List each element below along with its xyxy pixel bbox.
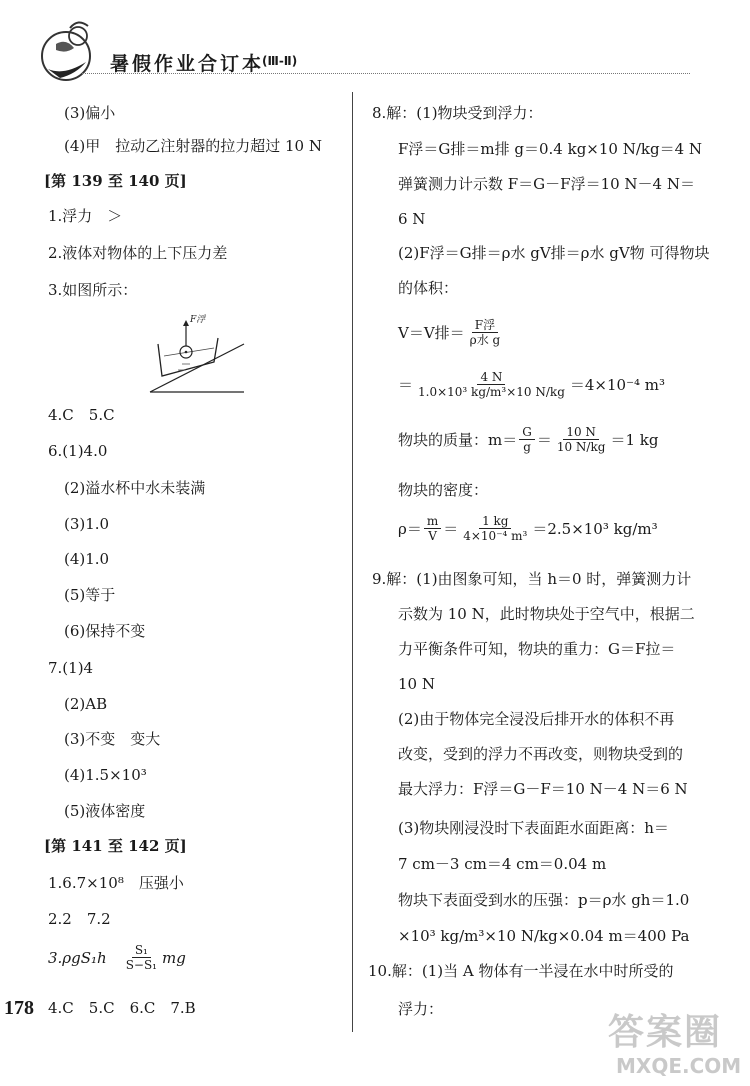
answer-r3-tail: mg <box>162 948 186 967</box>
volume-eq-1 <box>398 318 505 347</box>
answer-10-line2: 浮力： <box>398 1000 444 1018</box>
answer-r2: 2.2 7.2 <box>48 910 111 928</box>
volume-eq-2-fraction <box>415 370 568 399</box>
left-l2: (4)甲 拉动乙注射器的拉力超过 10 N <box>64 137 322 155</box>
answer-9-line10: 物块下表面受到水的压强：p＝ρ水 gh＝1.0 <box>398 891 690 909</box>
mass-eq-equals: ＝ <box>536 430 552 449</box>
answer-9-line8: (3)物块刚浸没时下表面距水面距离：h＝ <box>398 819 669 837</box>
section-heading-141: [第 141 至 142 页] <box>44 837 187 855</box>
density-eq-den-2: 4×10⁻⁴ m³ <box>463 529 528 543</box>
density-eq-frac-1 <box>424 514 441 543</box>
answer-7-3: (3)不变 变大 <box>64 730 161 748</box>
answer-r1: 1.6.7×10⁸ 压强小 <box>48 874 184 892</box>
answer-r3-num: S₁ <box>132 943 151 958</box>
answer-6-1: 6.(1)4.0 <box>48 442 108 460</box>
density-label: 物块的密度： <box>398 481 489 499</box>
header-volume: (Ⅲ-Ⅱ) <box>262 54 298 68</box>
density-eq-rhs: ＝2.5×10³ kg/m³ <box>532 519 658 538</box>
page-number: 178 <box>4 997 34 1019</box>
column-divider <box>352 92 353 1032</box>
watermark-url: MXQE.COM <box>616 1054 742 1078</box>
mass-eq-frac-1 <box>519 425 535 454</box>
density-eq <box>398 514 658 543</box>
answer-r3-den: S−S₁ <box>125 958 157 972</box>
answer-9-line9: 7 cm－3 cm＝4 cm＝0.04 m <box>398 855 607 873</box>
mass-eq-frac-2 <box>554 425 609 454</box>
answer-r3-lead: 3.ρgS₁h <box>48 948 107 967</box>
figure-force-label: F浮 <box>190 315 206 325</box>
density-eq-lhs: ρ＝ <box>398 519 422 538</box>
section-heading-139: [第 139 至 140 页] <box>44 172 187 190</box>
mass-eq-rhs: ＝1 kg <box>610 430 659 449</box>
volume-eq-2-den: 1.0×10³ kg/m³×10 N/kg <box>418 385 565 399</box>
volume-eq-2-lhs: ＝ <box>398 375 414 394</box>
answer-8-line4: 6 N <box>398 210 426 228</box>
volume-eq-1-den: ρ水 g <box>469 333 501 347</box>
answer-6-3: (3)1.0 <box>64 515 110 533</box>
volume-eq-2 <box>398 370 665 399</box>
answer-9-line5: (2)由于物体完全浸没后排开水的体积不再 <box>398 710 675 728</box>
answer-6-6: (6)保持不变 <box>64 622 146 640</box>
mass-eq-num-1: G <box>519 425 535 440</box>
answer-7-4: (4)1.5×10³ <box>64 766 147 784</box>
answer-r4: 4.C 5.C 6.C 7.B <box>48 999 196 1017</box>
header-rule <box>82 73 690 74</box>
buoyancy-figure <box>148 312 248 398</box>
answer-6-2: (2)溢水杯中水未装满 <box>64 479 206 497</box>
mass-eq-lhs: 物块的质量：m＝ <box>398 430 518 449</box>
volume-eq-2-rhs: ＝4×10⁻⁴ m³ <box>569 375 666 394</box>
answer-2: 2.液体对物体的上下压力差 <box>48 244 228 262</box>
answer-9-line6: 改变，受到的浮力不再改变，则物块受到的 <box>398 745 684 763</box>
density-eq-num-2: 1 kg <box>479 514 511 529</box>
answer-1: 1.浮力 ＞ <box>48 207 123 225</box>
answer-9-line4: 10 N <box>398 675 435 693</box>
volume-eq-1-lhs: V＝V排＝ <box>398 323 465 342</box>
answer-7-2: (2)AB <box>64 695 108 713</box>
answer-6-5: (5)等于 <box>64 586 116 604</box>
volume-eq-2-num: 4 N <box>477 370 505 385</box>
left-l1: (3)偏小 <box>64 104 116 122</box>
answer-8-head: 8.解：(1)物块受到浮力： <box>372 104 543 122</box>
answer-10-line1: 10.解：(1)当 A 物体有一半浸在水中时所受的 <box>368 962 674 980</box>
watermark-logo: 答案圈 <box>608 1012 723 1053</box>
density-eq-num-1: m <box>424 514 441 529</box>
volume-eq-1-fraction <box>467 318 504 347</box>
density-eq-den-1: V <box>428 529 437 543</box>
density-eq-equals: ＝ <box>443 519 459 538</box>
answer-r3-fraction <box>123 943 160 972</box>
answer-6-4: (4)1.0 <box>64 550 110 568</box>
mass-eq <box>398 425 658 454</box>
answer-9-line2: 示数为 10 N，此时物块处于空气中，根据二 <box>398 605 695 623</box>
density-eq-frac-2 <box>460 514 530 543</box>
answer-r3 <box>48 943 186 972</box>
mass-eq-num-2: 10 N <box>563 425 599 440</box>
answer-3: 3.如图所示： <box>48 281 138 299</box>
mass-eq-den-2: 10 N/kg <box>556 440 606 454</box>
answer-7-5: (5)液体密度 <box>64 802 146 820</box>
mass-eq-den-1: g <box>523 440 531 454</box>
answer-8-line6: 的体积： <box>398 279 459 297</box>
header-decoration-icon <box>30 14 110 94</box>
answer-7-1: 7.(1)4 <box>48 659 94 677</box>
answer-9-line1: 9.解：(1)由图象可知，当 h＝0 时，弹簧测力计 <box>372 570 692 588</box>
answer-4-5: 4.C 5.C <box>48 406 115 424</box>
answer-9-line11: ×10³ kg/m³×10 N/kg×0.04 m＝400 Pa <box>398 927 690 945</box>
answer-9-line3: 力平衡条件可知，物块的重力：G＝F拉＝ <box>398 640 676 658</box>
answer-9-line7: 最大浮力：F浮＝G－F＝10 N－4 N＝6 N <box>398 780 688 798</box>
answer-8-line2: F浮＝G排＝m排 g＝0.4 kg×10 N/kg＝4 N <box>398 140 703 158</box>
answer-8-line3: 弹簧测力计示数 F＝G－F浮＝10 N－4 N＝ <box>398 175 695 193</box>
answer-8-line5: (2)F浮＝G排＝ρ水 gV排＝ρ水 gV物 可得物块 <box>398 244 710 262</box>
header-title: 暑假作业合订本 <box>110 53 265 75</box>
volume-eq-1-num: F浮 <box>472 318 498 333</box>
